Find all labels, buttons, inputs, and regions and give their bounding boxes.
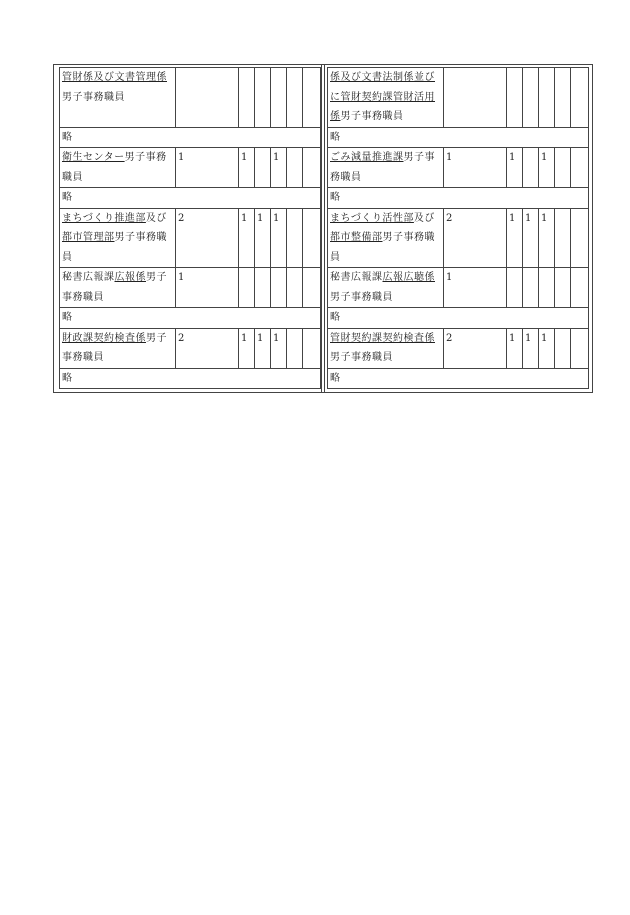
count-cell: 1	[539, 328, 555, 368]
total-count-cell: 2	[444, 328, 507, 368]
omitted-row	[60, 188, 321, 209]
count-cell	[507, 268, 523, 308]
amended-text: 管財契約課契約検査係	[330, 332, 435, 344]
position-name-cell	[60, 208, 176, 268]
omitted-marker: 略	[60, 127, 321, 148]
count-cell	[287, 68, 303, 128]
position-name-cell	[60, 328, 176, 368]
omitted-marker: 略	[60, 368, 321, 389]
omitted-marker: 略	[328, 127, 589, 148]
position-name-cell	[328, 268, 444, 308]
omitted-row	[60, 308, 321, 329]
position-name-cell	[60, 148, 176, 188]
total-count-cell	[444, 68, 507, 128]
omitted-row	[328, 188, 589, 209]
count-cell	[555, 268, 571, 308]
count-cell	[571, 268, 589, 308]
omitted-marker: 略	[328, 308, 589, 329]
count-cell	[523, 68, 539, 128]
count-cell	[523, 148, 539, 188]
left-staff-table	[59, 67, 321, 389]
amended-text: 都市管理部	[62, 232, 115, 243]
position-name	[62, 329, 175, 368]
amended-text: 管財係及び文書管理	[62, 72, 157, 83]
right-table-panel	[327, 67, 588, 389]
count-cell: 1	[507, 328, 523, 368]
total-count-cell: 1	[444, 148, 507, 188]
table-row	[328, 268, 589, 308]
count-cell	[555, 148, 571, 188]
amended-text: ごみ減量推進課	[330, 152, 404, 163]
position-name-cell	[328, 328, 444, 368]
count-cell: 1	[523, 328, 539, 368]
omitted-row	[328, 308, 589, 329]
count-cell	[287, 208, 303, 268]
amended-text: 係及び文書法制係並びに管財契約課管財活用係	[330, 72, 435, 122]
table-row	[328, 68, 589, 128]
count-cell	[507, 68, 523, 128]
position-text: 秘書広報課	[62, 272, 115, 283]
omitted-row	[328, 368, 589, 389]
amended-text: 係	[156, 72, 167, 83]
count-cell: 1	[239, 208, 255, 268]
amended-text: 都市整備部	[330, 232, 383, 243]
table-row	[328, 148, 589, 188]
amended-text: 広報係	[114, 272, 146, 283]
count-cell	[539, 68, 555, 128]
table-row	[60, 268, 321, 308]
center-divider-left	[321, 64, 322, 393]
position-text: 秘書広報課	[330, 272, 383, 283]
position-name-cell	[60, 68, 176, 128]
count-cell	[539, 268, 555, 308]
position-text: 男子事務職員	[62, 272, 167, 303]
center-divider-right	[324, 64, 325, 393]
count-cell	[303, 268, 321, 308]
count-cell	[287, 148, 303, 188]
table-row	[328, 328, 589, 368]
amended-text: まちづくり活性部	[330, 212, 414, 224]
count-cell: 1	[255, 208, 271, 268]
position-name-cell	[60, 268, 176, 308]
omitted-row	[60, 368, 321, 389]
total-count-cell: 1	[176, 148, 239, 188]
count-cell	[271, 68, 287, 128]
position-name	[330, 148, 443, 187]
position-text: 男子事務職員	[62, 91, 125, 103]
position-name	[330, 209, 443, 268]
position-name-cell	[328, 208, 444, 268]
total-count-cell	[176, 68, 239, 128]
position-name-cell	[328, 68, 444, 128]
left-table-panel	[59, 67, 320, 389]
total-count-cell: 1	[444, 268, 507, 308]
count-cell	[239, 268, 255, 308]
position-name-cell	[328, 148, 444, 188]
total-count-cell: 2	[176, 208, 239, 268]
count-cell	[287, 268, 303, 308]
table-row	[60, 148, 321, 188]
count-cell	[271, 268, 287, 308]
count-cell: 1	[507, 208, 523, 268]
position-text: 及び	[145, 212, 167, 224]
count-cell	[287, 328, 303, 368]
count-cell	[555, 208, 571, 268]
omitted-row	[60, 127, 321, 148]
position-text: 男子事務職員	[62, 232, 167, 263]
count-cell	[303, 208, 321, 268]
omitted-marker: 略	[60, 188, 321, 209]
count-cell: 1	[239, 148, 255, 188]
position-text: 男子事務職員	[330, 291, 393, 303]
count-cell	[255, 268, 271, 308]
position-text: 男子事務職員	[62, 332, 167, 363]
count-cell: 1	[539, 208, 555, 268]
position-name	[62, 68, 175, 107]
amended-text: 衛生センター	[62, 152, 125, 163]
count-cell	[255, 68, 271, 128]
total-count-cell: 1	[176, 268, 239, 308]
omitted-marker: 略	[328, 368, 589, 389]
position-text: 及び	[413, 212, 435, 224]
count-cell: 1	[271, 208, 287, 268]
count-cell	[255, 148, 271, 188]
count-cell	[303, 68, 321, 128]
count-cell	[571, 208, 589, 268]
total-count-cell: 2	[176, 328, 239, 368]
count-cell	[523, 268, 539, 308]
table-row	[328, 208, 589, 268]
table-row	[60, 68, 321, 128]
omitted-marker: 略	[60, 308, 321, 329]
count-cell: 1	[271, 148, 287, 188]
position-name	[330, 329, 443, 368]
position-name	[62, 148, 175, 187]
count-cell	[303, 328, 321, 368]
omitted-marker: 略	[328, 188, 589, 209]
count-cell	[571, 328, 589, 368]
count-cell: 1	[539, 148, 555, 188]
position-name	[330, 268, 443, 307]
count-cell	[239, 68, 255, 128]
count-cell	[303, 148, 321, 188]
position-name	[330, 68, 443, 127]
right-staff-table	[327, 67, 589, 389]
position-name	[62, 268, 175, 307]
count-cell	[571, 68, 589, 128]
count-cell	[571, 148, 589, 188]
table-row	[60, 208, 321, 268]
amended-text: まちづくり推進部	[62, 212, 146, 224]
count-cell: 1	[523, 208, 539, 268]
omitted-row	[328, 127, 589, 148]
table-row	[60, 328, 321, 368]
position-text: 男子事務職員	[330, 232, 435, 263]
count-cell: 1	[271, 328, 287, 368]
count-cell: 1	[255, 328, 271, 368]
amended-text: 財政課契約検査係	[62, 332, 146, 344]
count-cell: 1	[507, 148, 523, 188]
count-cell: 1	[239, 328, 255, 368]
position-text: 男子事務職員	[330, 152, 435, 183]
position-text: 男子事務職員	[62, 152, 167, 183]
count-cell	[555, 328, 571, 368]
total-count-cell: 2	[444, 208, 507, 268]
position-text: 男子事務職員	[330, 352, 393, 363]
amended-text: 広報広聴係	[382, 272, 435, 283]
position-name	[62, 209, 175, 268]
count-cell	[555, 68, 571, 128]
position-text: 男子事務職員	[340, 111, 404, 122]
